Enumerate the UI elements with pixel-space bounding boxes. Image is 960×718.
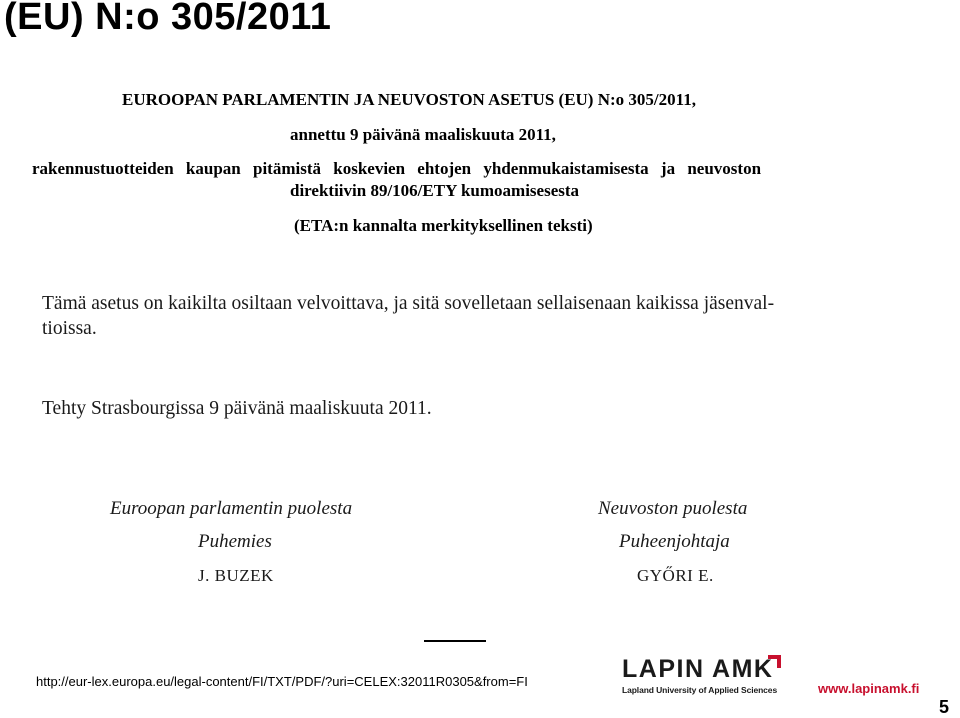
page-number: 5 xyxy=(939,697,950,717)
regulation-body-line1: Tämä asetus on kaikilta osiltaan velvoittava, ja sitä sovelletaan sellaisenaan kaikissa jäsenval- xyxy=(42,293,775,314)
regulation-body-line2: tioissa. xyxy=(42,318,97,339)
regulation-heading-line4: direktiivin 89/106/ETY kumoamisesesta xyxy=(290,181,580,200)
lapin-amk-logo xyxy=(622,657,777,695)
signature-right-on-behalf: Neuvoston puolesta xyxy=(598,498,748,519)
signature-left-on-behalf: Euroopan parlamentin puolesta xyxy=(110,498,353,519)
signature-left-name: J. BUZEK xyxy=(198,566,274,585)
place-and-date: Tehty Strasbourgissa 9 päivänä maaliskuuta 2011. xyxy=(42,398,432,419)
regulation-heading-line2: annettu 9 päivänä maaliskuuta 2011, xyxy=(290,125,556,144)
signature-right-name: GYŐRI E. xyxy=(637,566,714,585)
regulation-heading-line3: rakennustuotteiden kaupan pitämistä koskevien ehtojen yhdenmukaistamisesta ja neuvoston xyxy=(32,159,762,178)
logo-corner-bracket-icon xyxy=(768,655,781,668)
source-url-link[interactable]: http://eur-lex.europa.eu/legal-content/FI/TXT/PDF/?uri=CELEX:32011R0305&from=FI xyxy=(36,674,528,689)
regulation-heading-line1: EUROOPAN PARLAMENTIN JA NEUVOSTON ASETUS (EU) N:o 305/2011, xyxy=(122,90,696,109)
regulation-heading-line5: (ETA:n kannalta merkityksellinen teksti) xyxy=(294,216,593,235)
logo-wordmark: LAPIN AMK xyxy=(622,655,774,683)
slide-title: (EU) N:o 305/2011 xyxy=(4,0,332,38)
signature-right-role: Puheenjohtaja xyxy=(619,531,730,552)
logo-tagline: Lapland University of Applied Sciences xyxy=(622,685,778,695)
footnote-rule xyxy=(424,640,486,642)
website-link[interactable]: www.lapinamk.fi xyxy=(818,681,920,696)
signature-left-role: Puhemies xyxy=(198,531,272,552)
